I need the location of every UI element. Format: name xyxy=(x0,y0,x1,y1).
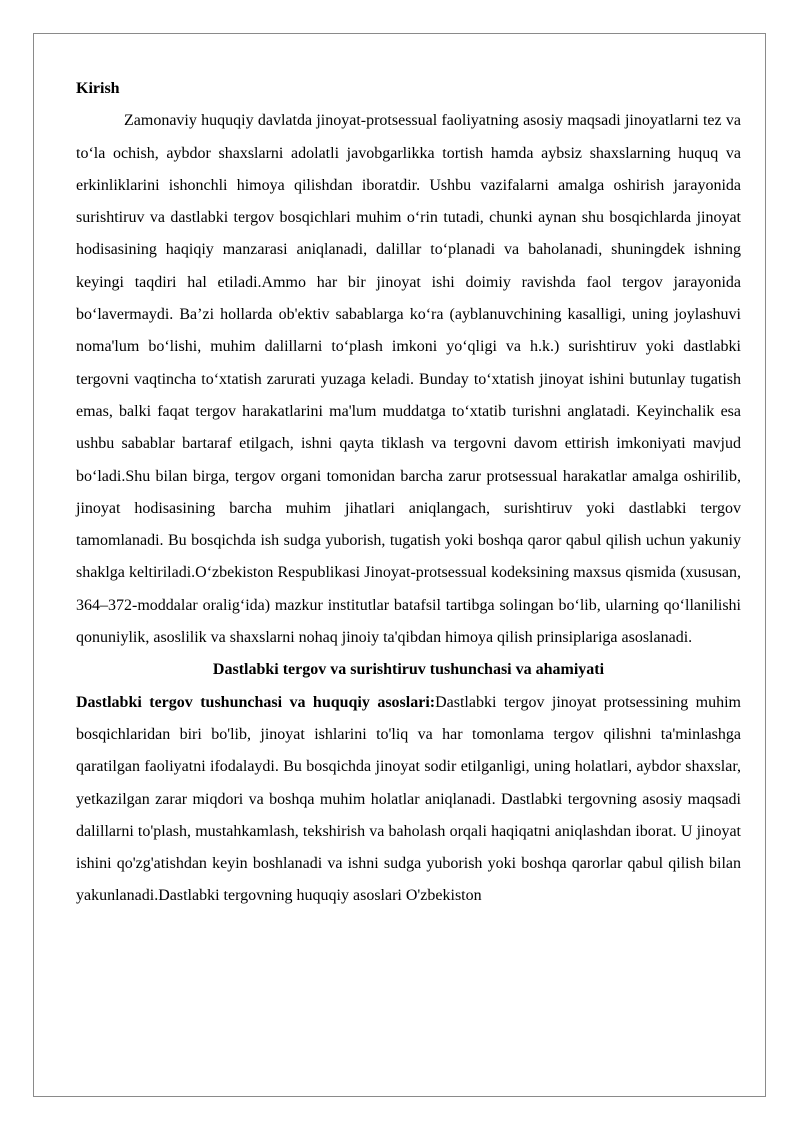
section-title: Dastlabki tergov va surishtiruv tushunchasi va ahamiyati xyxy=(212,661,605,679)
document-body xyxy=(76,73,741,913)
subsection-lead: Dastlabki tergov tushunchasi va huquqiy asoslari: xyxy=(76,693,436,711)
subsection-paragraph-block xyxy=(76,687,741,913)
subsection-paragraph: Dastlabki tergov jinoyat protsessining muhim bosqichlaridan biri bo'lib, jinoyat ishlarini to'liq va har tomonlama tergov qilishni ta'minlashga qaratilgan faoliyatni ifodalaydi. Bu bosqichda jinoyat sodir etilganligi, uning holatlari, aybdor shaxslar, yetkazilgan zarar miqdori va boshqa muhim holatlar aniqlanadi. Dastlabki tergovning asosiy maqsadi dalillarni to'plash, mustahkamlash, tekshirish va baholash orqali haqiqatni aniqlashdan iborat. U jinoyat ishini qo'zg'atishdan keyin boshlanadi va ishni sudga yuborish yoki boshqa qarorlar qabul qilish bilan yakunlanadi.Dastlabki tergovning huquqiy asoslari O'zbekiston xyxy=(76,693,742,905)
intro-paragraph: Zamonaviy huquqiy davlatda jinoyat-protsessual faoliyatning asosiy maqsadi jinoyatlarni tez va to‘la ochish, aybdor shaxslarni adolatli javobgarlikka tortish hamda aybsiz shaxslarning huquq va erkinliklarini ishonchli himoya qilishdan iboratdir. Ushbu vazifalarni amalga oshirish jarayonida surishtiruv va dastlabki tergov bosqichlari muhim o‘rin tutadi, chunki aynan shu bosqichlarda jinoyat hodisasining haqiqiy manzarasi aniqlanadi, dalillar to‘planadi va baholanadi, shuningdek ishning keyingi taqdiri hal etiladi.Ammo har bir jinoyat ishi doimiy ravishda faol tergov jarayonida bo‘lavermaydi. Ba’zi hollarda ob'ektiv sabablarga ko‘ra (ayblanuvchining kasalligi, uning joylashuvi noma'lum bo‘lishi, muhim dalillarni to‘plash imkoni yo‘qligi va h.k.) surishtiruv yoki dastlabki tergovni vaqtincha to‘xtatish zarurati yuzaga keladi. Bunday to‘xtatish jinoyat ishini butunlay tugatish emas, balki faqat tergov harakatlarini ma'lum muddatga to‘xtatib turishni anglatadi. Keyinchalik esa ushbu sabablar bartaraf etilgach, ishni qayta tiklash va tergovni davom ettirish imkoniyati mavjud bo‘ladi.Shu bilan birga, tergov organi tomonidan barcha zarur protsessual harakatlar amalga oshirilib, jinoyat hodisasining barcha muhim jihatlari aniqlangach, surishtiruv yoki dastlabki tergov tamomlanadi. Bu bosqichda ish sudga yuborish, tugatish yoki boshqa qaror qabul qilish uchun yakuniy shaklga keltiriladi.O‘zbekiston Respublikasi Jinoyat-protsessual kodeksining maxsus qismida (xususan, 364–372-moddalar oralig‘ida) mazkur institutlar batafsil tartibga solingan bo‘lib, ularning qo‘llanilishi qonuniylik, asoslilik va shaxslarni nohaq jinoiy ta'qibdan himoya qilish prinsiplariga asoslanadi. xyxy=(76,112,741,647)
intro-heading: Kirish xyxy=(76,80,120,97)
